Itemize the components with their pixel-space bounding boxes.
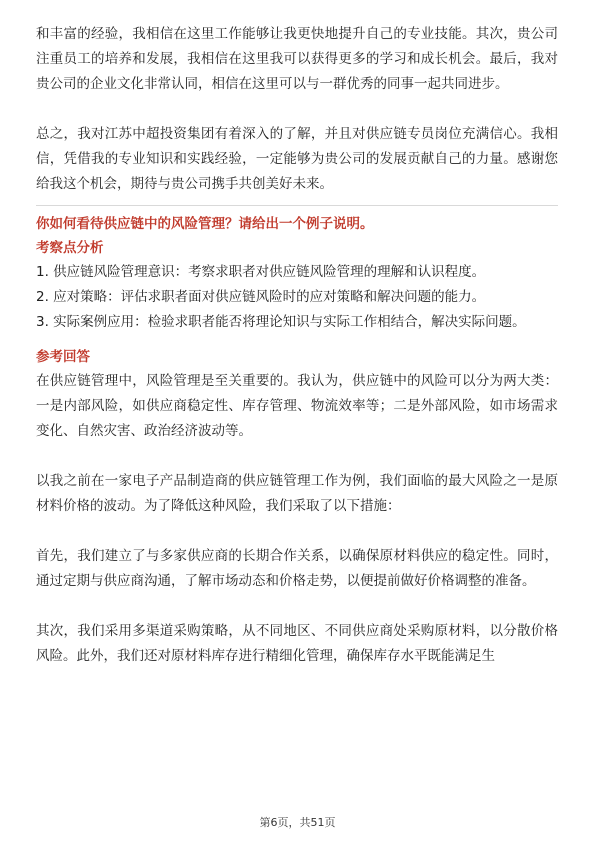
analysis-heading: 考察点分析 [36, 240, 104, 256]
answer-heading: 参考回答 [36, 349, 90, 365]
spacer [36, 335, 558, 345]
page-content [36, 22, 558, 669]
question-title: 你如何看待供应链中的风险管理？请给出一个例子说明。 [36, 216, 374, 232]
answer-paragraph-2: 以我之前在一家电子产品制造商的供应链管理工作为例，我们面临的最大风险之一是原材料价格的波动。为了降低这种风险，我们采取了以下措施： [36, 473, 558, 514]
spacer [36, 444, 558, 469]
spacer [36, 97, 558, 122]
intro-paragraph-1: 和丰富的经验，我相信在这里工作能够让我更快地提升自己的专业技能。其次，贵公司注重员工的培养和发展，我相信在这里我可以获得更多的学习和成长机会。最后，我对贵公司的企业文化非常认同，相信在这里可以与一群优秀的同事一起共同进步。 [36, 26, 558, 92]
analysis-item-1: 1. 供应链风险管理意识：考察求职者对供应链风险管理的理解和认识程度。 [36, 264, 486, 280]
spacer [36, 594, 558, 619]
answer-paragraph-1: 在供应链管理中，风险管理是至关重要的。我认为，供应链中的风险可以分为两大类：一是内部风险，如供应商稳定性、库存管理、物流效率等；二是外部风险，如市场需求变化、自然灾害、政治经济波动等。 [36, 373, 558, 439]
answer-paragraph-4: 其次，我们采用多渠道采购策略，从不同地区、不同供应商处采购原材料，以分散价格风险。此外，我们还对原材料库存进行精细化管理，确保库存水平既能满足生 [36, 623, 558, 664]
intro-paragraph-2: 总之，我对江苏中超投资集团有着深入的了解，并且对供应链专员岗位充满信心。我相信，凭借我的专业知识和实践经验，一定能够为贵公司的发展贡献自己的力量。感谢您给我这个机会，期待与贵公司携手共创美好未来。 [36, 126, 558, 192]
analysis-item-2: 2. 应对策略：评估求职者面对供应链风险时的应对策略和解决问题的能力。 [36, 289, 486, 305]
answer-paragraph-3: 首先，我们建立了与多家供应商的长期合作关系，以确保原材料供应的稳定性。同时，通过定期与供应商沟通，了解市场动态和价格走势，以便提前做好价格调整的准备。 [36, 548, 558, 589]
spacer [36, 519, 558, 544]
page-number: 第6页，共51页 [259, 816, 336, 829]
section-divider [36, 205, 558, 206]
analysis-item-3: 3. 实际案例应用：检验求职者能否将理论知识与实际工作相结合，解决实际问题。 [36, 314, 526, 330]
